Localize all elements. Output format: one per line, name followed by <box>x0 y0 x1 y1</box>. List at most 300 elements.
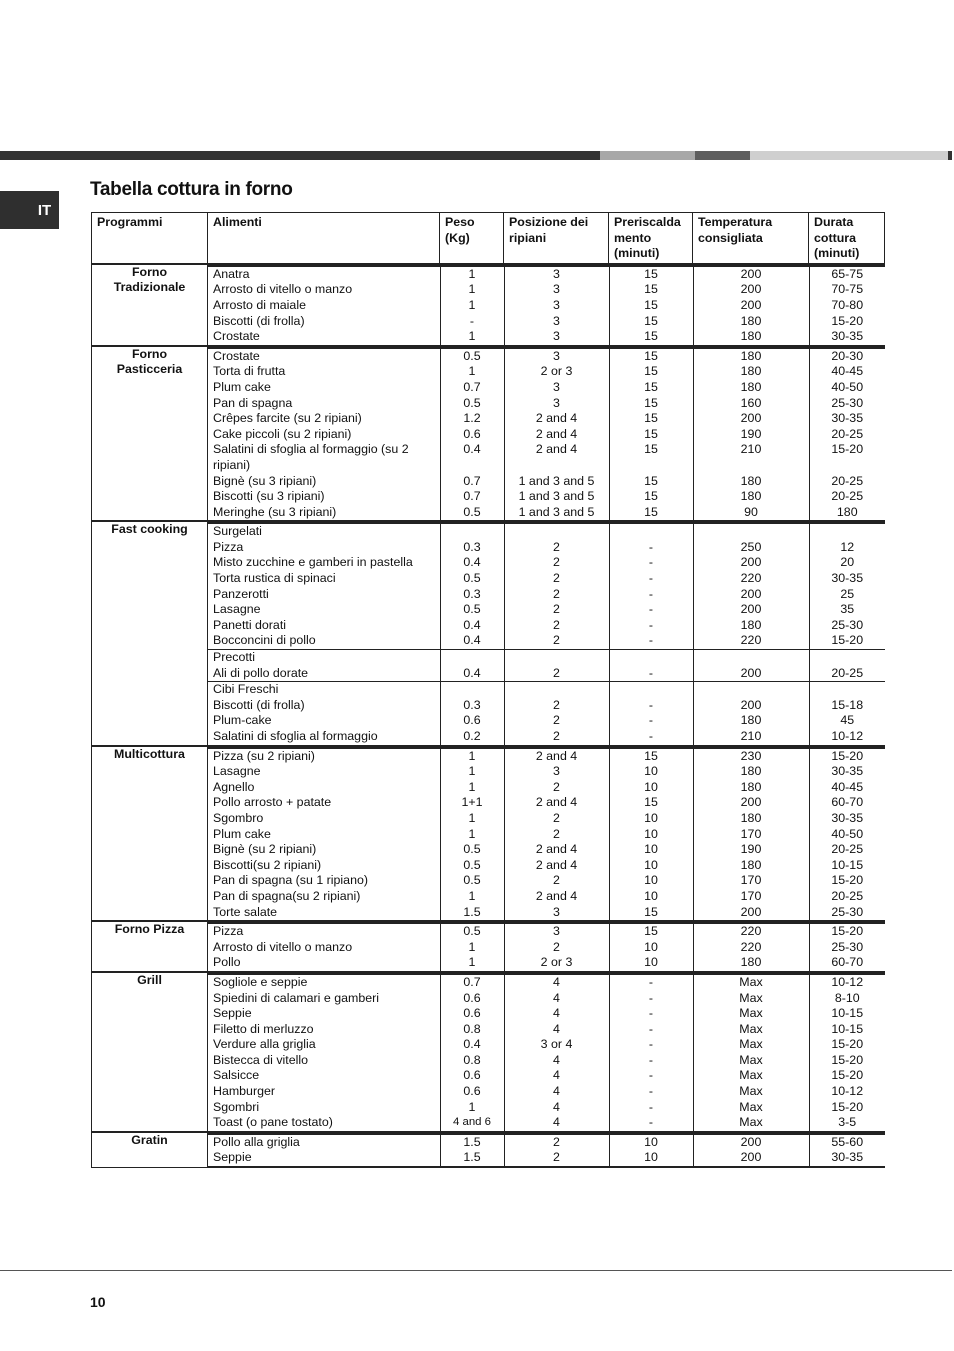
temperature: 200 <box>740 555 762 570</box>
cooking-time: 10-15 <box>831 1006 864 1021</box>
temperature: 200 <box>740 266 762 281</box>
program-items <box>208 264 885 346</box>
page-title: Tabella cottura in forno <box>90 179 293 200</box>
column-cell <box>504 348 609 521</box>
column-cell <box>440 266 504 345</box>
shelf-position: 3 <box>553 313 560 328</box>
shelf-position: 2 <box>553 571 560 586</box>
program-items <box>208 521 885 745</box>
spacer <box>446 524 499 540</box>
shelf-position: 2 <box>553 555 560 570</box>
cooking-time: 20-25 <box>831 489 864 504</box>
weight-kg: 1 <box>468 826 476 841</box>
cooking-time: 3-5 <box>838 1115 857 1130</box>
section-row <box>208 682 885 745</box>
column-cell <box>609 682 693 745</box>
section-row <box>208 923 885 971</box>
weight-kg: 1.5 <box>463 904 481 919</box>
weight-kg: 0.6 <box>463 713 481 728</box>
temperature: 210 <box>740 442 762 457</box>
temperature: 200 <box>740 1134 762 1149</box>
header-bar-segment <box>695 151 750 160</box>
program-name: Grill <box>92 972 208 1132</box>
temperature: 180 <box>740 779 762 794</box>
temperature: 90 <box>744 504 758 519</box>
section-row <box>208 748 885 921</box>
column-cell <box>208 650 440 682</box>
temperature: 180 <box>740 810 762 825</box>
food-name: Salatini di sfoglia al formaggio <box>213 729 378 743</box>
weight-kg: 1 <box>468 779 476 794</box>
preheat-minutes: 15 <box>644 473 658 488</box>
column-header: Temperatura consigliata <box>693 213 809 264</box>
column-header: Alimenti <box>208 213 440 264</box>
temperature: 180 <box>740 955 762 970</box>
weight-kg: 1 <box>468 1099 476 1114</box>
cooking-time: 20-25 <box>831 426 864 441</box>
cooking-time: 20-25 <box>831 665 864 680</box>
column-cell <box>504 266 609 345</box>
weight-kg: 0.7 <box>463 379 481 394</box>
preheat-minutes: - <box>648 1084 654 1099</box>
temperature: Max <box>739 1068 763 1083</box>
temperature: Max <box>739 1052 763 1067</box>
food-name: Bistecca di vitello <box>213 1052 309 1067</box>
food-name: Pan di spagna (su 1 ripiano) <box>213 873 368 888</box>
preheat-minutes: 15 <box>644 489 658 504</box>
weight-kg: 0.7 <box>463 489 481 504</box>
shelf-position: 1 and 3 and 5 <box>518 504 595 519</box>
food-name: Crostate <box>213 348 260 363</box>
shelf-position: 2 <box>553 586 560 601</box>
shelf-position: 1 and 3 and 5 <box>518 489 595 504</box>
food-name: Meringhe (su 3 ripiani) <box>213 504 337 519</box>
shelf-position: 2 <box>553 826 560 841</box>
food-name: Biscotti (su 3 ripiani) <box>213 489 325 504</box>
food-name: Arrosto di vitello o manzo <box>213 939 353 954</box>
preheat-minutes: 15 <box>644 379 658 394</box>
food-name: Pizza <box>213 539 244 554</box>
shelf-position: 4 <box>553 1099 560 1114</box>
program-row <box>92 521 885 745</box>
cooking-time: 15-20 <box>831 442 864 457</box>
spacer <box>699 682 804 698</box>
preheat-minutes: 10 <box>644 779 658 794</box>
column-header: Peso (Kg) <box>440 213 504 264</box>
weight-kg: 0.5 <box>463 504 481 519</box>
weight-kg: 1 <box>468 748 476 763</box>
section-row <box>208 974 885 1131</box>
program-items <box>208 1132 885 1168</box>
temperature: 220 <box>740 924 762 939</box>
shelf-position: 2 <box>553 810 560 825</box>
food-name: Toast (o pane tostato) <box>213 1115 333 1130</box>
cooking-time: 70-80 <box>831 297 864 312</box>
column-cell <box>609 748 693 921</box>
weight-kg: 0.8 <box>463 1021 481 1036</box>
temperature: 200 <box>740 411 762 426</box>
preheat-minutes: - <box>648 1068 654 1083</box>
column-cell <box>504 923 609 971</box>
preheat-minutes: 15 <box>644 313 658 328</box>
cooking-time: 20-25 <box>831 842 864 857</box>
column-header: Durata cottura (minuti) <box>809 213 885 264</box>
item-section <box>208 1133 885 1167</box>
column-cell <box>609 974 693 1131</box>
spacer <box>510 650 604 666</box>
cooking-time: 25-30 <box>831 617 864 632</box>
preheat-minutes: - <box>648 539 654 554</box>
shelf-position: 3 <box>553 266 560 281</box>
weight-kg: 0.3 <box>463 586 481 601</box>
temperature: Max <box>739 1115 763 1130</box>
cooking-time: 20 <box>840 555 855 570</box>
item-section <box>208 265 885 345</box>
temperature: 220 <box>740 633 762 648</box>
weight-kg: 1 <box>468 266 476 281</box>
weight-kg: 0.5 <box>463 395 481 410</box>
preheat-minutes: - <box>648 697 654 712</box>
preheat-minutes: - <box>648 1006 654 1021</box>
cooking-time: 35 <box>840 602 855 617</box>
preheat-minutes: - <box>648 555 654 570</box>
preheat-minutes: - <box>648 665 654 680</box>
preheat-minutes: 15 <box>644 924 658 939</box>
weight-kg: 1 <box>468 810 476 825</box>
item-section <box>208 973 885 1131</box>
shelf-position: 2 <box>553 665 560 680</box>
column-cell <box>440 523 504 649</box>
weight-kg: 0.7 <box>463 473 481 488</box>
temperature: 180 <box>740 713 762 728</box>
temperature: 200 <box>740 904 762 919</box>
column-cell <box>809 923 885 971</box>
column-cell <box>809 1134 885 1167</box>
column-cell <box>440 650 504 682</box>
column-cell <box>693 523 809 649</box>
preheat-minutes: 10 <box>644 873 658 888</box>
shelf-position: 2 <box>553 939 560 954</box>
food-name: Biscotti (di frolla) <box>213 697 305 712</box>
preheat-minutes: 15 <box>644 426 658 441</box>
temperature: 190 <box>740 426 762 441</box>
food-name: Plum-cake <box>213 713 272 728</box>
preheat-minutes: 15 <box>644 748 658 763</box>
spacer <box>510 682 604 698</box>
food-name: Filetto di merluzzo <box>213 1021 314 1036</box>
food-name: Agnello <box>213 779 255 794</box>
shelf-position: 4 <box>553 1021 560 1036</box>
cooking-time: 15-20 <box>831 873 864 888</box>
preheat-minutes: 10 <box>644 888 658 903</box>
shelf-position: 2 <box>553 729 560 743</box>
temperature: Max <box>739 1021 763 1036</box>
temperature: 180 <box>740 857 762 872</box>
item-section <box>208 347 885 521</box>
shelf-position: 2 or 3 <box>540 364 573 379</box>
section-row <box>208 523 885 649</box>
column-cell <box>809 748 885 921</box>
weight-kg: 1 <box>468 282 476 297</box>
cooking-time: 15-18 <box>831 697 864 712</box>
food-name: Torta di frutta <box>213 364 286 379</box>
shelf-position: 4 <box>553 1115 560 1130</box>
weight-kg: 1.2 <box>463 411 481 426</box>
temperature: 200 <box>740 795 762 810</box>
temperature: 230 <box>740 748 762 763</box>
column-cell <box>693 348 809 521</box>
table-header <box>92 213 885 264</box>
temperature: 200 <box>740 586 762 601</box>
section-heading: Surgelati <box>213 524 262 539</box>
food-name: Pizza <box>213 924 244 939</box>
weight-kg: 0.5 <box>463 924 481 939</box>
shelf-position: 3 <box>553 764 560 779</box>
cooking-time: 15-20 <box>831 1099 864 1114</box>
item-section <box>208 522 885 649</box>
program-row <box>92 264 885 346</box>
preheat-minutes: 15 <box>644 904 658 919</box>
preheat-minutes: - <box>648 633 654 648</box>
cooking-time: 180 <box>836 504 858 519</box>
temperature: 180 <box>740 489 762 504</box>
food-name: Plum cake <box>213 379 271 394</box>
preheat-minutes: 15 <box>644 364 658 379</box>
temperature: 200 <box>740 297 762 312</box>
column-cell <box>504 748 609 921</box>
preheat-minutes: 15 <box>644 411 658 426</box>
preheat-minutes: - <box>648 1115 654 1130</box>
weight-kg: 0.6 <box>463 426 481 441</box>
preheat-minutes: 10 <box>644 939 658 954</box>
shelf-position: 2 and 4 <box>535 442 578 457</box>
preheat-minutes: - <box>648 586 654 601</box>
preheat-minutes: - <box>648 990 654 1005</box>
preheat-minutes: 10 <box>644 1134 658 1149</box>
temperature: 200 <box>740 282 762 297</box>
cooking-time: 15-20 <box>831 633 864 648</box>
food-name: Verdure alla griglia <box>213 1037 316 1052</box>
spacer <box>699 650 804 666</box>
weight-kg: 1 <box>468 329 476 344</box>
shelf-position: 3 <box>553 282 560 297</box>
spacer <box>446 682 499 698</box>
shelf-position: 3 or 4 <box>540 1037 573 1052</box>
shelf-position: 4 <box>553 1052 560 1067</box>
shelf-position: 2 <box>553 617 560 632</box>
column-cell <box>440 348 504 521</box>
cooking-time: 30-35 <box>831 329 864 344</box>
language-tab: IT <box>0 191 59 229</box>
temperature: 220 <box>740 939 762 954</box>
weight-kg: 1 <box>468 297 476 312</box>
food-name: Panzerotti <box>213 586 269 601</box>
temperature: 170 <box>740 873 762 888</box>
shelf-position: 2 <box>553 1150 560 1165</box>
food-name: Torta rustica di spinaci <box>213 571 336 586</box>
temperature: 180 <box>740 617 762 632</box>
column-cell <box>693 974 809 1131</box>
cooking-time: 10-12 <box>831 729 864 743</box>
header-bar-segment <box>948 151 952 160</box>
food-name: Biscotti (di frolla) <box>213 313 305 328</box>
cooking-time: 15-20 <box>831 1052 864 1067</box>
preheat-minutes: - <box>648 729 654 743</box>
cooking-time: 30-35 <box>831 411 864 426</box>
temperature: 180 <box>740 764 762 779</box>
footer-rule <box>0 1270 952 1271</box>
food-name: Pan di spagna <box>213 395 293 410</box>
column-header: Programmi <box>92 213 208 264</box>
cooking-time: 12 <box>840 539 855 554</box>
weight-kg: 0.6 <box>463 1006 481 1021</box>
temperature: 170 <box>740 826 762 841</box>
food-name: Lasagne <box>213 764 261 779</box>
cooking-time: 25-30 <box>831 939 864 954</box>
food-name: Arrosto di maiale <box>213 297 306 312</box>
column-cell <box>809 266 885 345</box>
column-cell <box>609 523 693 649</box>
weight-kg: 0.4 <box>463 442 481 457</box>
spacer <box>510 524 604 540</box>
temperature: 190 <box>740 842 762 857</box>
cooking-time: 30-35 <box>831 1150 864 1165</box>
column-header: Preriscalda mento (minuti) <box>609 213 693 264</box>
weight-kg: 0.4 <box>463 555 481 570</box>
cooking-time: 60-70 <box>831 795 864 810</box>
program-row <box>92 1132 885 1168</box>
preheat-minutes: 15 <box>644 282 658 297</box>
shelf-position: 4 <box>553 1068 560 1083</box>
cooking-time: 65-75 <box>831 266 864 281</box>
food-name: Seppie <box>213 1150 252 1165</box>
shelf-position: 2 or 3 <box>540 955 573 970</box>
preheat-minutes: - <box>648 1021 654 1036</box>
header-color-bar <box>0 151 954 160</box>
weight-kg: - <box>469 313 475 328</box>
spacer <box>615 682 688 698</box>
temperature: 200 <box>740 697 762 712</box>
shelf-position: 3 <box>553 924 560 939</box>
preheat-minutes: 15 <box>644 395 658 410</box>
shelf-position: 2 and 4 <box>535 411 578 426</box>
column-cell <box>208 1134 440 1167</box>
weight-kg: 0.5 <box>463 602 481 617</box>
program-name: Forno Tradizionale <box>92 264 208 346</box>
preheat-minutes: 15 <box>644 795 658 810</box>
weight-kg: 0.7 <box>463 974 481 989</box>
cooking-time: 40-50 <box>831 379 864 394</box>
cooking-time: 30-35 <box>831 810 864 825</box>
cooking-time: 40-45 <box>831 364 864 379</box>
column-cell <box>440 1134 504 1167</box>
food-name: Sgombri <box>213 1099 260 1114</box>
food-name: Salatini di sfoglia al formaggio (su 2 ripiani) <box>213 442 409 472</box>
cooking-time: 15-20 <box>831 924 864 939</box>
food-name: Salsicce <box>213 1068 260 1083</box>
program-items <box>208 346 885 522</box>
cooking-time: 40-45 <box>831 779 864 794</box>
program-items <box>208 746 885 922</box>
preheat-minutes: 10 <box>644 810 658 825</box>
column-cell <box>504 682 609 745</box>
page-number: 10 <box>90 1294 106 1310</box>
temperature: 200 <box>740 1150 762 1165</box>
spacer <box>815 524 881 540</box>
table-body <box>92 264 885 1168</box>
temperature: Max <box>739 990 763 1005</box>
section-heading: Precotti <box>213 650 256 665</box>
food-name: Crêpes farcite (su 2 ripiani) <box>213 411 362 426</box>
spacer <box>699 524 804 540</box>
weight-kg: 1 <box>468 364 476 379</box>
weight-kg: 0.4 <box>463 617 481 632</box>
preheat-minutes: 10 <box>644 1150 658 1165</box>
column-cell <box>208 523 440 649</box>
temperature: 160 <box>740 395 762 410</box>
shelf-position: 4 <box>553 974 560 989</box>
table-header-row <box>92 213 885 264</box>
preheat-minutes: 10 <box>644 857 658 872</box>
column-cell <box>208 748 440 921</box>
weight-kg: 1 <box>468 955 476 970</box>
temperature: Max <box>739 1099 763 1114</box>
weight-kg: 0.4 <box>463 1037 481 1052</box>
shelf-position: 3 <box>553 329 560 344</box>
temperature: 250 <box>740 539 762 554</box>
weight-kg: 0.5 <box>463 873 481 888</box>
preheat-minutes: - <box>648 617 654 632</box>
spacer <box>615 650 688 666</box>
food-name: Spiedini di calamari e gamberi <box>213 990 379 1005</box>
column-cell <box>440 682 504 745</box>
preheat-minutes: - <box>648 1052 654 1067</box>
program-items <box>208 972 885 1132</box>
cooking-time: 15-20 <box>831 1037 864 1052</box>
section-row <box>208 650 885 682</box>
cooking-time: 15-20 <box>831 748 864 763</box>
shelf-position: 3 <box>553 904 560 919</box>
food-name: Sgombro <box>213 810 264 825</box>
cooking-time: 20-25 <box>831 473 864 488</box>
column-cell <box>609 348 693 521</box>
food-name: Anatra <box>213 266 250 281</box>
section-heading: Cibi Freschi <box>213 682 279 697</box>
shelf-position: 2 <box>553 873 560 888</box>
column-cell <box>809 682 885 745</box>
column-header: Posizione dei ripiani <box>504 213 609 264</box>
weight-kg: 1+1 <box>461 795 483 810</box>
temperature: 200 <box>740 665 762 680</box>
cooking-time: 20-25 <box>831 888 864 903</box>
column-cell <box>208 682 440 745</box>
food-name: Bocconcini di pollo <box>213 633 316 648</box>
shelf-position: 2 and 4 <box>535 888 578 903</box>
column-cell <box>609 923 693 971</box>
cooking-time: 10-12 <box>831 974 864 989</box>
shelf-position: 2 <box>553 602 560 617</box>
food-name: Ali di pollo dorate <box>213 665 309 680</box>
column-cell <box>809 348 885 521</box>
section-row <box>208 266 885 345</box>
temperature: 180 <box>740 364 762 379</box>
header-bar-segment <box>750 151 948 160</box>
weight-kg: 0.4 <box>463 633 481 648</box>
column-cell <box>809 974 885 1131</box>
shelf-position: 2 and 4 <box>535 842 578 857</box>
column-cell <box>208 974 440 1131</box>
food-name: Pollo arrosto + patate <box>213 795 332 810</box>
